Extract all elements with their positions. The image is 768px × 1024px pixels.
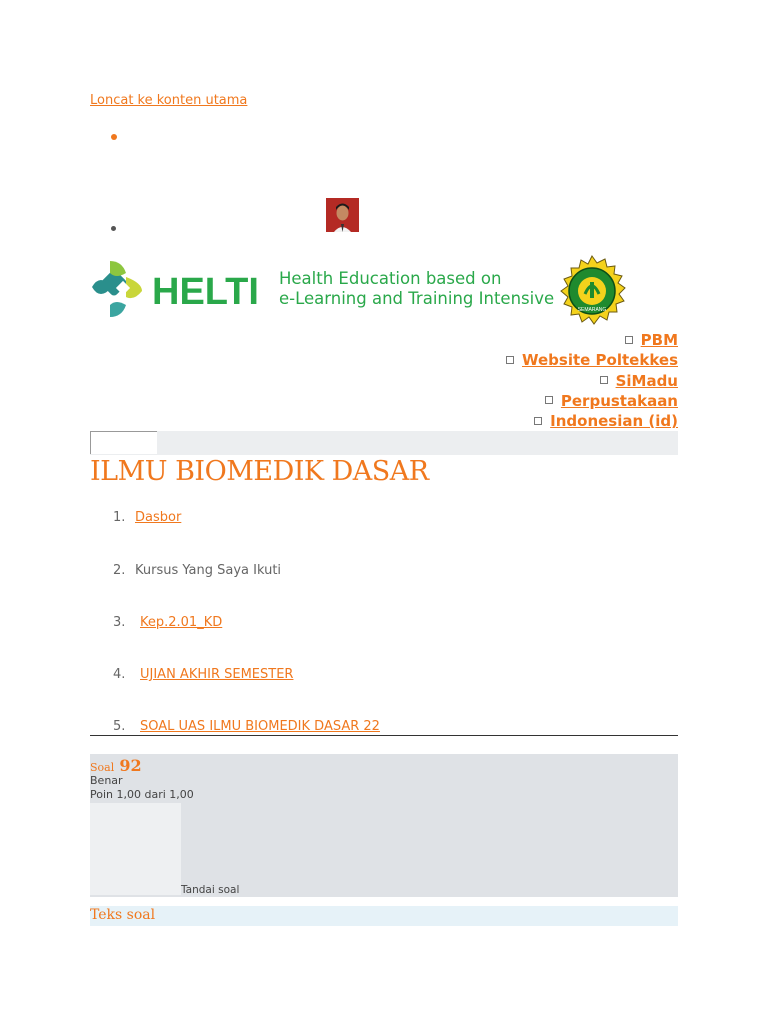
question-grade: Poin 1,00 dari 1,00 bbox=[90, 788, 194, 801]
page-title: ILMU BIOMEDIK DASAR bbox=[90, 456, 429, 487]
seal-text: SEMARANG bbox=[577, 307, 607, 313]
question-text-heading: Teks soal bbox=[90, 907, 156, 923]
skip-to-content-link[interactable]: Loncat ke konten utama bbox=[90, 93, 248, 108]
header-bar-box[interactable] bbox=[90, 431, 157, 454]
nav-item-pbm[interactable]: PBM bbox=[506, 331, 678, 351]
flag-question-link[interactable]: Tandai soal bbox=[181, 884, 240, 896]
header-bar bbox=[90, 431, 678, 455]
top-navigation bbox=[506, 331, 678, 432]
breadcrumb-item-dasbor[interactable]: 1. Dasbor bbox=[113, 510, 182, 525]
question-info-box bbox=[90, 803, 181, 895]
breadcrumb-divider bbox=[90, 735, 678, 736]
list-bullet bbox=[111, 226, 116, 231]
poltekkes-seal-logo[interactable] bbox=[555, 254, 629, 328]
helti-logo[interactable] bbox=[90, 257, 290, 325]
nav-item-language[interactable]: Indonesian (id) bbox=[506, 412, 678, 432]
question-state: Benar bbox=[90, 774, 123, 787]
nav-item-simadu[interactable]: SiMadu bbox=[506, 372, 678, 392]
list-bullet bbox=[111, 134, 117, 140]
question-number: Soal 92 bbox=[90, 756, 142, 775]
nav-item-website-poltekkes[interactable]: Website Poltekkes bbox=[506, 351, 678, 371]
helti-wordmark: HELTI bbox=[152, 271, 259, 313]
nav-item-perpustakaan[interactable]: Perpustakaan bbox=[506, 392, 678, 412]
breadcrumb-item-course[interactable]: 3. Kep.2.01_KD bbox=[113, 615, 223, 630]
breadcrumb-item-kursus: 2. Kursus Yang Saya Ikuti bbox=[113, 563, 282, 578]
breadcrumb-item-exam[interactable]: 4. UJIAN AKHIR SEMESTER bbox=[113, 667, 294, 682]
question-text-panel bbox=[90, 906, 678, 926]
helti-symbol-icon bbox=[92, 261, 142, 317]
user-avatar[interactable] bbox=[326, 198, 359, 232]
breadcrumb-item-quiz[interactable]: 5. SOAL UAS ILMU BIOMEDIK DASAR 22 bbox=[113, 719, 380, 734]
helti-tagline: Health Education based on e-Learning and Training Intensive bbox=[279, 269, 555, 308]
